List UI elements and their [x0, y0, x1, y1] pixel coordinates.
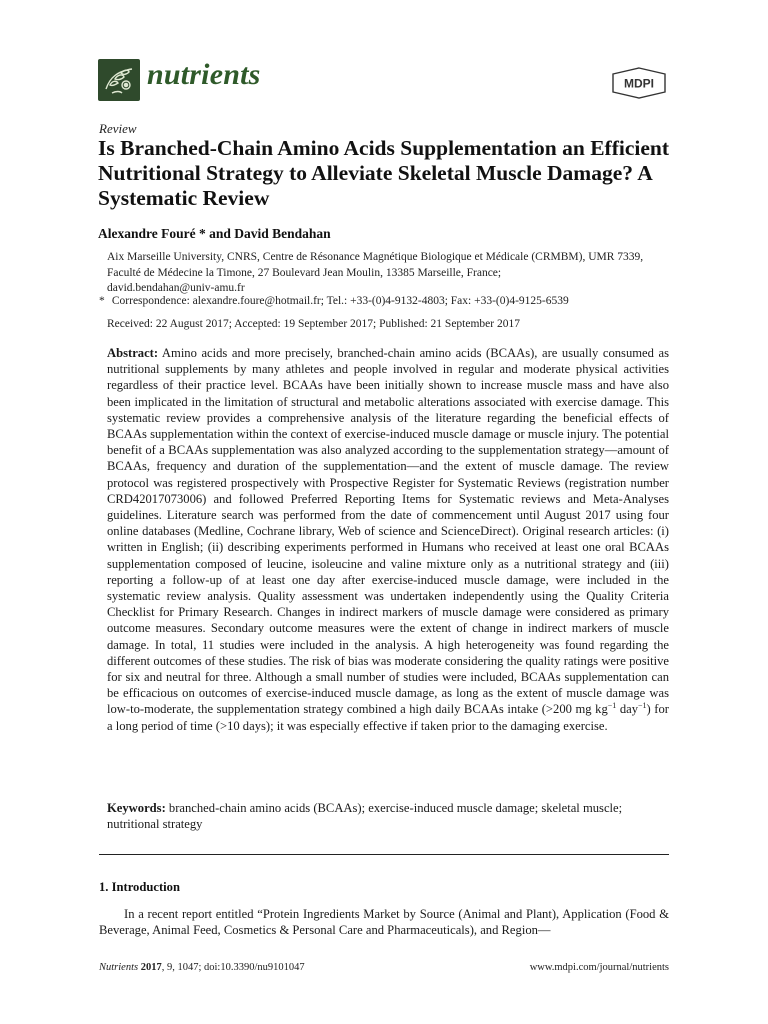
section-heading-introduction: 1. Introduction — [99, 880, 180, 894]
abstract — [107, 345, 669, 734]
correspondence-text: Correspondence: alexandre.foure@hotmail.fr; Tel.: +33-(0)4-9132-4803; Fax: +33-(0)4-9125-6539 — [111, 295, 569, 307]
journal-name: nutrients — [147, 58, 261, 91]
abstract-label: Abstract: — [107, 346, 159, 360]
keywords-label: Keywords: — [107, 801, 166, 815]
article-type: Review — [99, 121, 137, 136]
abstract-text: ) for a long period of time (>10 days); it was especially effective if taken prior to the damaging exercise. — [107, 702, 669, 733]
correspondence-mark: * — [99, 295, 105, 307]
keywords-text: branched-chain amino acids (BCAAs); exercise-induced muscle damage; skeletal muscle; nutritional strategy — [107, 801, 623, 832]
footer-journal: Nutrients — [99, 962, 139, 973]
publication-dates: Received: 22 August 2017; Accepted: 19 September 2017; Published: 21 September 2017 — [107, 318, 520, 330]
abstract-text: day — [616, 702, 639, 717]
mdpi-logo-icon — [610, 66, 668, 100]
affiliation-line: Faculté de Médecine la Timone, 27 Boulevard Jean Moulin, 13385 Marseille, France; — [107, 266, 502, 279]
affiliation-line: Aix Marseille University, CNRS, Centre de Résonance Magnétique Biologique et Médicale (CRMBM), UMR 7339, — [107, 251, 644, 263]
article-title: Is Branched-Chain Amino Acids Supplementation an Efficient Nutritional Strategy to Alleviate Skeletal Muscle Damage? A Systematic Review — [98, 136, 670, 210]
footer-url-link[interactable]: www.mdpi.com/journal/nutrients — [529, 962, 669, 973]
affiliation — [107, 250, 677, 297]
correspondence — [99, 294, 679, 309]
publisher-name: MDPI — [624, 76, 654, 91]
keywords — [107, 800, 669, 832]
introduction-text: In a recent report entitled “Protein Ingredients Market by Source (Animal and Plant), Application (Food & Beverage, Animal Feed, Cosmetics & Personal Care and Pharmaceuticals), and Region— — [99, 907, 669, 938]
article-authors: Alexandre Fouré * and David Bendahan — [98, 226, 331, 241]
abstract-superscript: −1 — [638, 701, 647, 711]
footer-year: 2017 — [140, 962, 162, 973]
abstract-superscript: −1 — [607, 701, 617, 711]
nutrients-leaf-logo-icon — [98, 59, 140, 101]
section-divider — [99, 854, 669, 855]
abstract-text: Amino acids and more precisely, branched-chain amino acids (BCAAs), are usually consumed as nutritional supplements by many athletes and people involved in regular and moderate physical activities regardless of their practice level. BCAAs have been initially shown to increase muscle mass and have also been implicated in the limitation of structural and metabolic alterations associated with exercise damage. This systematic review provides a comprehensive analysis of the literature regarding the beneficial effects of BCAAs supplementation within the context of exercise-induced muscle damage or muscle injury. The potential benefit of a BCAAs supplementation was also analyzed according to the supplementation strategy—amount of BCAAs, frequency and duration of the supplementation—and the extent of muscle damage. The review protocol was registered prospectively with Prospective Register for Systematic Reviews (registration number CRD42017073006) and followed Preferred Reporting Items for Systematic reviews and Meta-Analyses guidelines. Literature search was performed from the date of commencement until August 2017 using four online databases (Medline, Cochrane library, Web of science and ScienceDirect). Original research articles: (i) written in English; (ii) describing experiments performed in Humans who received at least one oral BCAAs supplementation composed of leucine, isoleucine and valine mixture only as a nutritional strategy and (iii) reporting a follow-up of at least one day after exercise-induced muscle damage, were included in the systematic review analysis. Quality assessment was undertaken independently using the Quality Criteria Checklist for Primary Research. Changes in indirect markers of muscle damage were considered as primary outcome measures. Secondary outcome measures were the extent of change in indirect markers of muscle damage. In total, 11 studies were included in the analysis. A high heterogeneity was found regarding the different outcomes of these studies. The risk of bias was moderate considering the quality ratings were positive for six and neutral for three. Although a small number of studies were included, BCAAs supplementation can be efficacious on outcomes of exercise-induced muscle damage, as long as the extent of muscle damage was low-to-moderate, the supplementation strategy combined a high daily BCAAs intake (>200 mg kg — [107, 346, 669, 717]
footer-citation — [99, 962, 305, 973]
affiliation-email-link[interactable]: david.bendahan@univ-amu.fr — [107, 282, 245, 294]
footer-citation-text: , 9, 1047; doi:10.3390/nu9101047 — [161, 962, 305, 973]
